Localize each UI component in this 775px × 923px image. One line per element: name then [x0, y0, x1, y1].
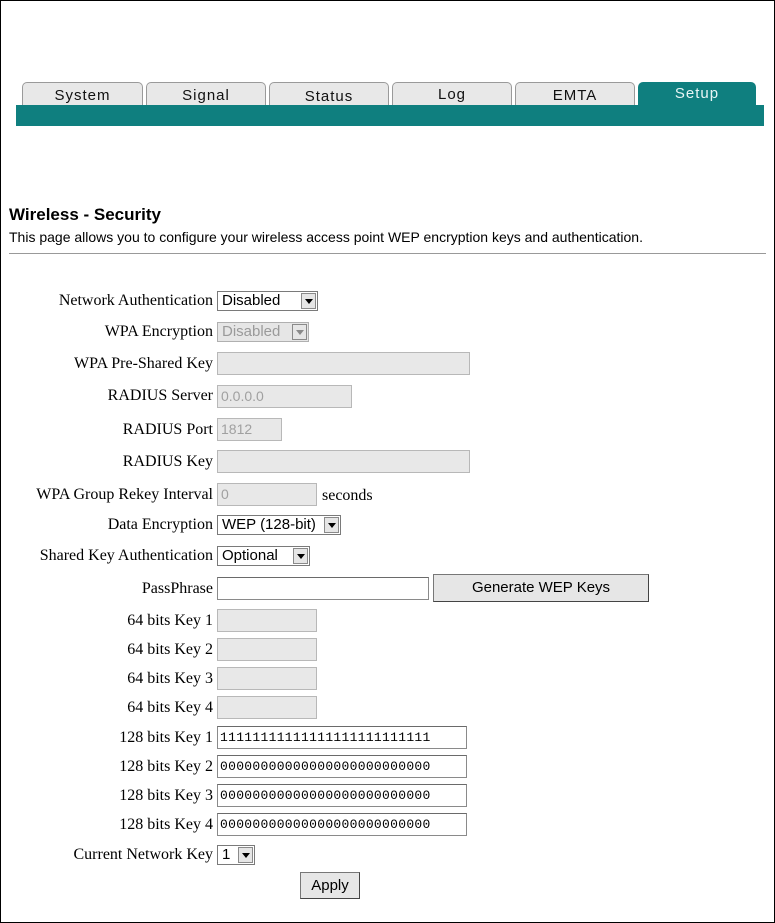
passphrase-input[interactable] [217, 577, 429, 600]
wpa-psk-input[interactable] [217, 352, 470, 375]
key64-4-label: 64 bits Key 4 [127, 699, 213, 716]
radius-key-label: RADIUS Key [122, 453, 213, 470]
rekey-interval-input[interactable]: 0 [217, 483, 317, 506]
key64-4-input[interactable] [217, 696, 317, 719]
tab-setup[interactable]: Setup [638, 82, 756, 106]
tab-signal[interactable]: Signal [146, 82, 266, 106]
radius-server-input[interactable]: 0.0.0.0 [217, 385, 352, 408]
key64-1-input[interactable] [217, 609, 317, 632]
key64-3-label: 64 bits Key 3 [127, 670, 213, 687]
tab-system[interactable]: System [22, 82, 143, 106]
wpa-encryption-select[interactable] [217, 322, 309, 342]
page-description: This page allows you to configure your wireless access point WEP encryption keys and authentication. [9, 229, 643, 245]
shared-key-auth-label: Shared Key Authentication [39, 547, 213, 564]
current-key-label: Current Network Key [73, 846, 213, 863]
page-title: Wireless - Security [9, 205, 161, 224]
data-encryption-select[interactable] [217, 515, 341, 535]
key64-3-input[interactable] [217, 667, 317, 690]
network-auth-select[interactable] [217, 291, 318, 311]
chevron-down-icon [292, 324, 307, 340]
radius-port-label: RADIUS Port [122, 421, 213, 438]
radius-port-input[interactable]: 1812 [217, 418, 282, 441]
network-auth-value: Disabled [222, 292, 281, 309]
current-key-select[interactable] [217, 845, 255, 865]
passphrase-label: PassPhrase [141, 580, 213, 597]
key128-1-input[interactable]: 11111111111111111111111111 [217, 726, 467, 749]
shared-key-auth-value: Optional [222, 547, 278, 564]
key128-3-input[interactable]: 00000000000000000000000000 [217, 784, 467, 807]
tab-bar [16, 105, 764, 126]
data-encryption-label: Data Encryption [107, 516, 213, 533]
key128-2-input[interactable]: 00000000000000000000000000 [217, 755, 467, 778]
current-key-value: 1 [222, 846, 231, 863]
key64-1-label: 64 bits Key 1 [127, 612, 213, 629]
radius-server-label: RADIUS Server [107, 387, 213, 404]
key128-3-label: 128 bits Key 3 [119, 787, 213, 804]
key128-2-label: 128 bits Key 2 [119, 758, 213, 775]
data-encryption-value: WEP (128-bit) [222, 516, 316, 533]
key128-1-label: 128 bits Key 1 [119, 729, 213, 746]
network-auth-label: Network Authentication [58, 292, 213, 309]
key64-2-label: 64 bits Key 2 [127, 641, 213, 658]
chevron-down-icon [238, 847, 253, 863]
chevron-down-icon [324, 517, 339, 533]
rekey-interval-label: WPA Group Rekey Interval [36, 486, 213, 503]
chevron-down-icon [293, 548, 308, 564]
rekey-interval-unit: seconds [322, 487, 373, 504]
tab-log[interactable]: Log [392, 82, 512, 106]
shared-key-auth-select[interactable] [217, 546, 310, 566]
wpa-encryption-value: Disabled [222, 323, 281, 340]
radius-key-input[interactable] [217, 450, 470, 473]
divider [9, 253, 766, 254]
key64-2-input[interactable] [217, 638, 317, 661]
key128-4-label: 128 bits Key 4 [119, 816, 213, 833]
tab-status[interactable]: Status [269, 82, 389, 106]
key128-4-input[interactable]: 00000000000000000000000000 [217, 813, 467, 836]
wpa-encryption-label: WPA Encryption [104, 323, 213, 340]
generate-wep-keys-button[interactable]: Generate WEP Keys [433, 574, 649, 602]
apply-button[interactable]: Apply [300, 872, 360, 899]
chevron-down-icon [301, 293, 316, 309]
tab-emta[interactable]: EMTA [515, 82, 635, 106]
wpa-psk-label: WPA Pre-Shared Key [74, 355, 213, 372]
